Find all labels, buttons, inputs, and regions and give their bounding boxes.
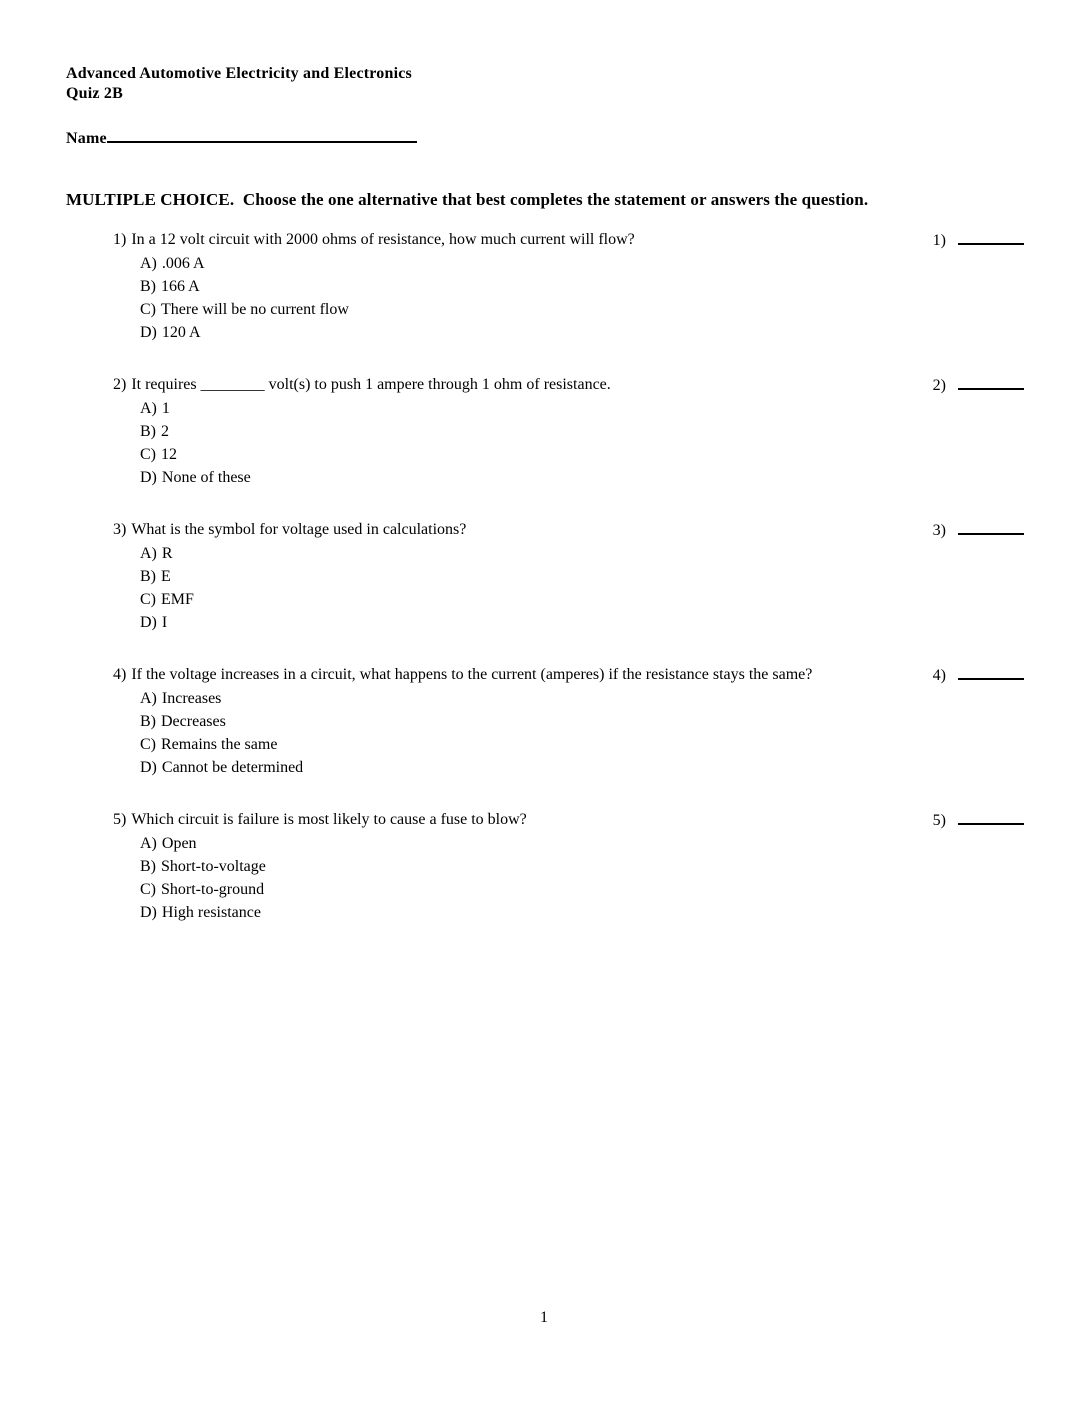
options-list — [66, 687, 1024, 779]
option-text: E — [161, 568, 171, 585]
answer-area — [933, 228, 1024, 252]
option-text: 12 — [161, 446, 177, 463]
name-label: Name — [66, 130, 107, 147]
answer-number: 4) — [932, 667, 946, 684]
option-letter: C) — [140, 446, 156, 463]
option-letter: D) — [140, 469, 157, 486]
option-text: 120 A — [161, 324, 201, 341]
question-text: In a 12 volt circuit with 2000 ohms of resistance, how much current will flow? — [131, 231, 635, 248]
option-text: I — [161, 614, 168, 631]
option-letter: A) — [140, 835, 157, 852]
options-list — [66, 542, 1024, 634]
option-letter: B) — [140, 713, 156, 730]
option-row — [66, 443, 1024, 466]
option-text: High resistance — [161, 904, 261, 921]
question-row — [66, 518, 1024, 542]
question-row — [66, 228, 1024, 252]
option-letter: D) — [140, 614, 157, 631]
option-letter: B) — [140, 423, 156, 440]
course-title: Advanced Automotive Electricity and Electronics — [66, 65, 412, 82]
option-row — [66, 710, 1024, 733]
option-text: R — [161, 545, 173, 562]
question-row — [66, 663, 1024, 687]
option-letter: A) — [140, 690, 157, 707]
option-row — [66, 733, 1024, 756]
question — [66, 373, 1024, 489]
question-text: If the voltage increases in a circuit, what happens to the current (amperes) if the resistance stays the same? — [131, 666, 813, 683]
question-number: 4) — [113, 666, 127, 683]
option-text: 1 — [161, 400, 170, 417]
option-letter: D) — [140, 904, 157, 921]
option-letter: C) — [140, 591, 156, 608]
answer-blank-line — [958, 373, 1024, 390]
option-row — [66, 397, 1024, 420]
option-letter: A) — [140, 400, 157, 417]
option-text: Open — [161, 835, 197, 852]
option-row — [66, 298, 1024, 321]
option-row — [66, 588, 1024, 611]
option-letter: B) — [140, 278, 156, 295]
question-number: 2) — [113, 376, 127, 393]
option-text: There will be no current flow — [161, 301, 349, 318]
option-letter: B) — [140, 568, 156, 585]
option-row — [66, 687, 1024, 710]
option-text: .006 A — [161, 255, 205, 272]
option-row — [66, 466, 1024, 489]
option-text: Remains the same — [161, 736, 278, 753]
option-row — [66, 565, 1024, 588]
question-number: 3) — [113, 521, 127, 538]
option-text: Short-to-voltage — [161, 858, 266, 875]
option-row — [66, 252, 1024, 275]
instructions-text: MULTIPLE CHOICE. Choose the one alternative that best completes the statement or answers the question. — [66, 190, 869, 209]
option-letter: A) — [140, 545, 157, 562]
option-row — [66, 756, 1024, 779]
answer-blank-line — [958, 663, 1024, 680]
option-text: Increases — [161, 690, 222, 707]
quiz-title: Quiz 2B — [66, 85, 123, 102]
question — [66, 808, 1024, 924]
option-letter: A) — [140, 255, 157, 272]
option-row — [66, 275, 1024, 298]
option-text: Decreases — [161, 713, 226, 730]
page-number: 1 — [540, 1309, 548, 1326]
answer-number: 1) — [932, 232, 946, 249]
question-number: 5) — [113, 811, 127, 828]
question-text: It requires ________ volt(s) to push 1 ampere through 1 ohm of resistance. — [131, 376, 611, 393]
option-text: EMF — [161, 591, 194, 608]
option-row — [66, 901, 1024, 924]
options-list — [66, 397, 1024, 489]
option-letter: D) — [140, 324, 157, 341]
option-row — [66, 832, 1024, 855]
option-text: 2 — [161, 423, 169, 440]
answer-blank-line — [958, 518, 1024, 535]
question-text: What is the symbol for voltage used in calculations? — [131, 521, 467, 538]
question-text: Which circuit is failure is most likely to cause a fuse to blow? — [131, 811, 527, 828]
option-text: Cannot be determined — [161, 759, 304, 776]
answer-number: 5) — [932, 812, 946, 829]
option-row — [66, 420, 1024, 443]
option-text: 166 A — [161, 278, 200, 295]
question-row — [66, 373, 1024, 397]
question — [66, 518, 1024, 634]
answer-area — [933, 808, 1024, 832]
option-letter: B) — [140, 858, 156, 875]
question — [66, 228, 1024, 344]
answer-area — [933, 663, 1024, 687]
questions-list — [66, 228, 1024, 924]
option-text: Short-to-ground — [161, 881, 265, 898]
option-row — [66, 878, 1024, 901]
answer-area — [933, 518, 1024, 542]
option-letter: C) — [140, 301, 156, 318]
option-row — [66, 855, 1024, 878]
answer-number: 2) — [932, 377, 946, 394]
answer-blank-line — [958, 228, 1024, 245]
name-blank-line — [107, 126, 417, 143]
option-letter: C) — [140, 881, 156, 898]
option-row — [66, 611, 1024, 634]
option-row — [66, 542, 1024, 565]
options-list — [66, 252, 1024, 344]
option-row — [66, 321, 1024, 344]
option-text: None of these — [161, 469, 251, 486]
options-list — [66, 832, 1024, 924]
question-row — [66, 808, 1024, 832]
option-letter: D) — [140, 759, 157, 776]
question-number: 1) — [113, 231, 127, 248]
answer-blank-line — [958, 808, 1024, 825]
answer-number: 3) — [932, 522, 946, 539]
question — [66, 663, 1024, 779]
answer-area — [933, 373, 1024, 397]
option-letter: C) — [140, 736, 156, 753]
name-row — [66, 126, 1024, 148]
